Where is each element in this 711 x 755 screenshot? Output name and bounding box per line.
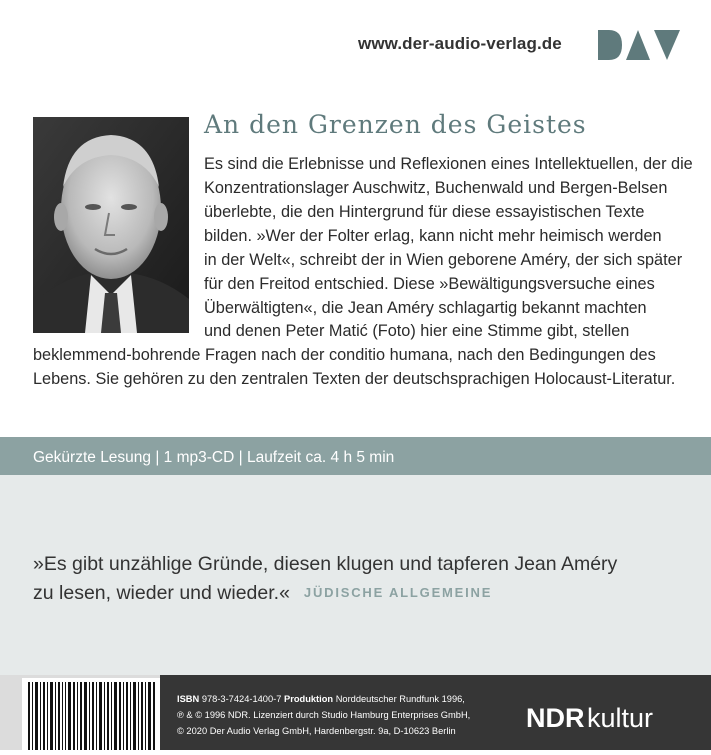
production-text: Norddeutscher Rundfunk 1996, xyxy=(335,694,465,704)
quote-line: »Es gibt unzählige Gründe, diesen klugen und tapferen Jean Améry xyxy=(33,553,618,575)
barcode-icon xyxy=(22,678,160,750)
legal-line-3: © 2020 Der Audio Verlag GmbH, Hardenbergstr. 9a, D-10623 Berlin xyxy=(177,726,456,736)
publisher-url[interactable]: www.der-audio-verlag.de xyxy=(358,34,562,53)
portrait-photo-icon xyxy=(33,117,189,333)
blurb-line: Lebens. Sie gehören zu den zentralen Texten der deutschsprachigen Holocaust-Literatur. xyxy=(33,370,676,388)
blurb-line: in der Welt«, schreibt der in Wien geborene Améry, der sich später xyxy=(204,251,683,269)
blurb-line: beklemmend-bohrende Fragen nach der conditio humana, nach den Bedingungen des xyxy=(33,346,656,364)
book-title: An den Grenzen des Geistes xyxy=(204,110,587,139)
quote-text: zu lesen, wieder und wieder.« xyxy=(33,582,290,604)
blurb-line: Es sind die Erlebnisse und Reflexionen eines Intellektuellen, der die xyxy=(204,155,693,173)
barcode-area xyxy=(22,678,160,750)
quote-line xyxy=(33,582,492,605)
blurb-line: und denen Peter Matić (Foto) hier eine Stimme gibt, stellen xyxy=(204,322,630,340)
svg-text:kultur: kultur xyxy=(587,703,654,733)
blurb-line: Überwältigten«, die Jean Améry schlagartig bekannt machten xyxy=(204,299,647,317)
isbn-number: 978-3-7424-1400-7 xyxy=(201,694,282,704)
svg-text:NDR: NDR xyxy=(526,703,585,733)
blurb-line: bilden. »Wer der Folter erlag, kann nicht mehr heimisch werden xyxy=(204,227,662,245)
legal-line-1 xyxy=(177,694,465,704)
ndr-kultur-logo-icon xyxy=(524,699,684,735)
legal-line-2: ℗ & © 1996 NDR. Lizenziert durch Studio Hamburg Enterprises GmbH, xyxy=(177,710,471,720)
quote-source: JÜDISCHE ALLGEMEINE xyxy=(303,585,493,600)
dav-logo-icon xyxy=(598,30,680,60)
product-info: Gekürzte Lesung | 1 mp3-CD | Laufzeit ca. 4 h 5 min xyxy=(33,449,395,466)
blurb-line: für den Freitod entschied. Diese »Bewältigungsversuche eines xyxy=(204,275,655,293)
isbn-label: ISBN xyxy=(177,694,200,704)
production-label: Produktion xyxy=(284,694,334,704)
blurb-line: überlebte, die den Hintergrund für diese essayistischen Texte xyxy=(204,203,645,221)
blurb-line: Konzentrationslager Auschwitz, Buchenwald und Bergen-Belsen xyxy=(204,179,668,197)
